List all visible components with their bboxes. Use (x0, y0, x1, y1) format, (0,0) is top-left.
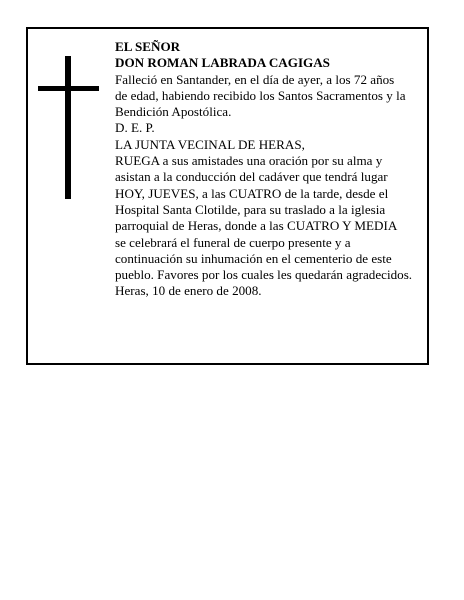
deceased-name: DON ROMAN LABRADA CAGIGAS (115, 55, 330, 71)
latin-cross-icon (38, 56, 99, 199)
cross-vertical-bar (65, 56, 71, 199)
notice-line: Hospital Santa Clotilde, para su traslado a la iglesia (115, 201, 386, 217)
obituary-notice (26, 27, 429, 365)
notice-date-line: Heras, 10 de enero de 2008. (115, 283, 262, 299)
notice-line: Falleció en Santander, en el día de ayer, a los 72 años (115, 71, 395, 87)
cross-horizontal-bar (38, 86, 99, 91)
notice-text (115, 39, 429, 300)
notice-line: de edad, habiendo recibido los Santos Sacramentos y la (115, 87, 406, 103)
notice-line: parroquial de Heras, donde a las CUATRO Y MEDIA (115, 218, 398, 234)
notice-line: RUEGA a sus amistades una oración por su alma y (115, 153, 383, 169)
notice-line: continuación su inhumación en el cementerio de este (115, 250, 392, 266)
notice-line: pueblo. Favores por los cuales les quedarán agradecidos. (115, 267, 413, 283)
rip-abbreviation: D. E. P. (115, 120, 155, 136)
heading-title: EL SEÑOR (115, 39, 181, 54)
notice-line: asistan a la conducción del cadáver que tendrá lugar (115, 169, 388, 185)
notice-line: HOY, JUEVES, a las CUATRO de la tarde, desde el (115, 185, 389, 201)
notice-line: se celebrará el funeral de cuerpo presente y a (115, 234, 351, 250)
notice-line: LA JUNTA VECINAL DE HERAS, (115, 136, 305, 152)
notice-line: Bendición Apostólica. (115, 104, 232, 120)
